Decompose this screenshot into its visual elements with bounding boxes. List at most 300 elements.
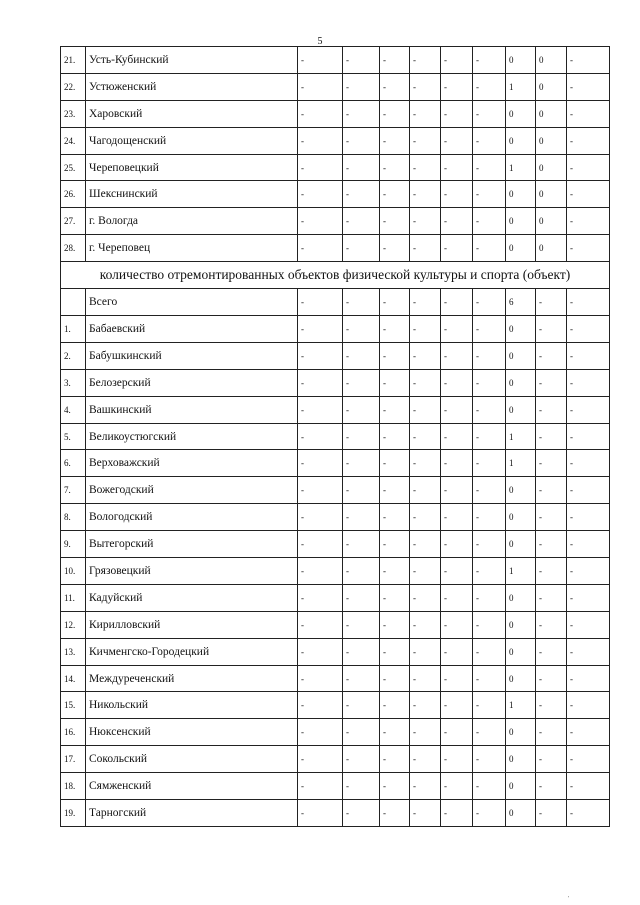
value-cell: 0 [506, 719, 536, 746]
value-cell: - [380, 665, 410, 692]
row-number: 15. [61, 692, 86, 719]
value-cell: - [410, 154, 441, 181]
value-cell: - [410, 127, 441, 154]
value-cell: - [536, 423, 567, 450]
district-name: г. Череповец [86, 235, 298, 262]
value-cell: 0 [506, 584, 536, 611]
row-number [61, 289, 86, 316]
district-name: Харовский [86, 100, 298, 127]
value-cell: - [441, 773, 473, 800]
value-cell: - [567, 584, 610, 611]
row-number: 14. [61, 665, 86, 692]
value-cell: 0 [506, 208, 536, 235]
value-cell: - [298, 611, 343, 638]
value-cell: - [536, 396, 567, 423]
value-cell: - [380, 450, 410, 477]
value-cell: - [536, 450, 567, 477]
row-number: 3. [61, 369, 86, 396]
value-cell: - [380, 235, 410, 262]
value-cell: - [298, 127, 343, 154]
value-cell: - [343, 316, 380, 343]
value-cell: - [536, 316, 567, 343]
row-number: 8. [61, 504, 86, 531]
value-cell: - [536, 800, 567, 827]
row-number: 10. [61, 558, 86, 585]
row-number: 9. [61, 531, 86, 558]
value-cell: - [567, 504, 610, 531]
value-cell: - [380, 800, 410, 827]
row-number: 11. [61, 584, 86, 611]
page-number: 5 [317, 36, 323, 47]
value-cell: - [298, 235, 343, 262]
table-row [61, 477, 610, 504]
district-name: Междуреченский [86, 665, 298, 692]
value-cell: - [380, 100, 410, 127]
value-cell: - [410, 558, 441, 585]
value-cell: - [410, 235, 441, 262]
section-header-row [61, 262, 610, 289]
value-cell: 1 [506, 692, 536, 719]
district-name: Великоустюгский [86, 423, 298, 450]
value-cell: - [473, 719, 506, 746]
value-cell: - [343, 773, 380, 800]
table-row [61, 73, 610, 100]
value-cell: - [473, 746, 506, 773]
value-cell: - [441, 342, 473, 369]
value-cell: - [473, 504, 506, 531]
value-cell: - [343, 504, 380, 531]
value-cell: - [567, 638, 610, 665]
table-row [61, 127, 610, 154]
row-number: 1. [61, 316, 86, 343]
value-cell: - [410, 504, 441, 531]
table-row [61, 800, 610, 827]
value-cell: - [410, 800, 441, 827]
value-cell: - [410, 692, 441, 719]
value-cell: - [343, 611, 380, 638]
value-cell: - [567, 289, 610, 316]
district-name: Череповецкий [86, 154, 298, 181]
value-cell: - [410, 477, 441, 504]
value-cell: - [343, 800, 380, 827]
value-cell: - [298, 800, 343, 827]
value-cell: - [410, 208, 441, 235]
value-cell: - [473, 208, 506, 235]
value-cell: - [410, 665, 441, 692]
value-cell: - [473, 800, 506, 827]
value-cell: 0 [536, 154, 567, 181]
district-name: Верховажский [86, 450, 298, 477]
district-name: Сямженский [86, 773, 298, 800]
table-row [61, 396, 610, 423]
value-cell: - [441, 611, 473, 638]
value-cell: - [410, 611, 441, 638]
value-cell: - [410, 369, 441, 396]
district-data-table [60, 46, 610, 827]
row-number: 18. [61, 773, 86, 800]
value-cell: - [473, 396, 506, 423]
value-cell: - [380, 584, 410, 611]
value-cell: - [567, 665, 610, 692]
value-cell: - [410, 638, 441, 665]
value-cell: - [567, 208, 610, 235]
value-cell: - [343, 665, 380, 692]
value-cell: - [567, 558, 610, 585]
value-cell: - [567, 719, 610, 746]
value-cell: - [441, 665, 473, 692]
value-cell: - [298, 584, 343, 611]
value-cell: - [473, 584, 506, 611]
value-cell: - [410, 73, 441, 100]
value-cell: - [441, 531, 473, 558]
value-cell: - [473, 450, 506, 477]
value-cell: - [380, 773, 410, 800]
value-cell: - [343, 208, 380, 235]
value-cell: - [410, 450, 441, 477]
value-cell: - [473, 611, 506, 638]
table-row [61, 504, 610, 531]
value-cell: - [298, 154, 343, 181]
value-cell: - [536, 665, 567, 692]
row-number: 5. [61, 423, 86, 450]
value-cell: 0 [506, 316, 536, 343]
row-number: 2. [61, 342, 86, 369]
value-cell: - [441, 369, 473, 396]
value-cell: - [380, 477, 410, 504]
value-cell: - [473, 638, 506, 665]
value-cell: 0 [506, 342, 536, 369]
value-cell: - [536, 719, 567, 746]
section-title: количество отремонтированных объектов физической культуры и спорта (объект) [61, 262, 610, 289]
value-cell: - [567, 531, 610, 558]
value-cell: - [441, 504, 473, 531]
district-name: Вытегорский [86, 531, 298, 558]
value-cell: 0 [506, 47, 536, 74]
row-number: 6. [61, 450, 86, 477]
district-name: Сокольский [86, 746, 298, 773]
value-cell: - [567, 773, 610, 800]
value-cell: - [410, 531, 441, 558]
value-cell: - [441, 396, 473, 423]
value-cell: - [343, 154, 380, 181]
table-row [61, 531, 610, 558]
table-row [61, 773, 610, 800]
value-cell: - [298, 342, 343, 369]
value-cell: 6 [506, 289, 536, 316]
value-cell: - [441, 719, 473, 746]
value-cell: - [343, 100, 380, 127]
row-number: 19. [61, 800, 86, 827]
value-cell: - [441, 127, 473, 154]
value-cell: - [536, 369, 567, 396]
value-cell: - [410, 47, 441, 74]
value-cell: - [441, 423, 473, 450]
value-cell: - [410, 316, 441, 343]
value-cell: - [343, 396, 380, 423]
value-cell: - [536, 611, 567, 638]
table-row [61, 100, 610, 127]
row-number: 22. [61, 73, 86, 100]
value-cell: - [473, 181, 506, 208]
value-cell: - [567, 800, 610, 827]
value-cell: - [380, 369, 410, 396]
value-cell: - [536, 531, 567, 558]
table-row [61, 181, 610, 208]
value-cell: - [298, 423, 343, 450]
value-cell: 0 [506, 477, 536, 504]
value-cell: - [380, 558, 410, 585]
value-cell: - [567, 477, 610, 504]
value-cell: 0 [536, 73, 567, 100]
value-cell: 0 [506, 611, 536, 638]
value-cell: - [410, 746, 441, 773]
value-cell: - [380, 719, 410, 746]
value-cell: - [298, 504, 343, 531]
value-cell: - [298, 396, 343, 423]
value-cell: - [380, 342, 410, 369]
value-cell: - [567, 369, 610, 396]
table-row [61, 423, 610, 450]
value-cell: - [441, 638, 473, 665]
district-name: Вожегодский [86, 477, 298, 504]
value-cell: - [380, 611, 410, 638]
value-cell: - [343, 719, 380, 746]
value-cell: - [473, 477, 506, 504]
value-cell: 1 [506, 154, 536, 181]
value-cell: - [298, 208, 343, 235]
value-cell: - [536, 746, 567, 773]
district-name: Грязовецкий [86, 558, 298, 585]
value-cell: - [380, 47, 410, 74]
value-cell: 1 [506, 73, 536, 100]
value-cell: - [441, 47, 473, 74]
value-cell: - [380, 423, 410, 450]
section-header-group [61, 262, 610, 289]
value-cell: - [380, 154, 410, 181]
value-cell: - [473, 423, 506, 450]
table-row [61, 692, 610, 719]
district-name: Кичменгско-Городецкий [86, 638, 298, 665]
value-cell: 0 [506, 181, 536, 208]
value-cell: - [298, 531, 343, 558]
row-number: 21. [61, 47, 86, 74]
value-cell: - [441, 800, 473, 827]
value-cell: - [343, 477, 380, 504]
value-cell: - [567, 100, 610, 127]
district-name: Кирилловский [86, 611, 298, 638]
value-cell: - [343, 369, 380, 396]
row-number: 28. [61, 235, 86, 262]
value-cell: - [567, 47, 610, 74]
district-name: Устюженский [86, 73, 298, 100]
value-cell: 0 [506, 746, 536, 773]
value-cell: - [441, 746, 473, 773]
value-cell: - [567, 746, 610, 773]
value-cell: - [410, 719, 441, 746]
value-cell: - [473, 692, 506, 719]
value-cell: 0 [536, 47, 567, 74]
value-cell: - [298, 289, 343, 316]
value-cell: - [473, 127, 506, 154]
value-cell: - [343, 450, 380, 477]
value-cell: - [343, 181, 380, 208]
district-name: Бабаевский [86, 316, 298, 343]
row-number: 26. [61, 181, 86, 208]
value-cell: 0 [506, 665, 536, 692]
value-cell: - [380, 504, 410, 531]
district-name: г. Вологда [86, 208, 298, 235]
table-row [61, 369, 610, 396]
value-cell: - [441, 558, 473, 585]
value-cell: - [380, 692, 410, 719]
value-cell: - [380, 289, 410, 316]
value-cell: - [410, 100, 441, 127]
table-row [61, 584, 610, 611]
table-row [61, 558, 610, 585]
district-name: Белозерский [86, 369, 298, 396]
value-cell: 0 [536, 127, 567, 154]
value-cell: - [410, 342, 441, 369]
table-row [61, 611, 610, 638]
row-number: 12. [61, 611, 86, 638]
row-number: 24. [61, 127, 86, 154]
value-cell: - [380, 127, 410, 154]
value-cell: - [536, 692, 567, 719]
value-cell: - [567, 692, 610, 719]
value-cell: - [441, 289, 473, 316]
district-name: Тарногский [86, 800, 298, 827]
value-cell: - [536, 558, 567, 585]
value-cell: - [567, 154, 610, 181]
value-cell: - [536, 342, 567, 369]
value-cell: - [473, 342, 506, 369]
district-name: Никольский [86, 692, 298, 719]
value-cell: - [343, 584, 380, 611]
row-number: 16. [61, 719, 86, 746]
corner-mark: ' [568, 896, 570, 902]
value-cell: - [473, 558, 506, 585]
value-cell: 0 [536, 100, 567, 127]
table-row [61, 154, 610, 181]
value-cell: - [536, 584, 567, 611]
value-cell: - [473, 47, 506, 74]
value-cell: - [441, 181, 473, 208]
row-number: 7. [61, 477, 86, 504]
value-cell: - [380, 181, 410, 208]
value-cell: - [567, 235, 610, 262]
table-body-top [61, 47, 610, 262]
value-cell: - [410, 396, 441, 423]
table-row [61, 450, 610, 477]
value-cell: - [298, 719, 343, 746]
value-cell: - [473, 773, 506, 800]
value-cell: - [567, 342, 610, 369]
value-cell: - [343, 692, 380, 719]
value-cell: - [410, 181, 441, 208]
value-cell: - [343, 289, 380, 316]
table-row [61, 665, 610, 692]
table-body-bottom [61, 289, 610, 827]
value-cell: - [473, 235, 506, 262]
value-cell: - [567, 423, 610, 450]
value-cell: - [441, 477, 473, 504]
table-row [61, 208, 610, 235]
value-cell: - [343, 558, 380, 585]
value-cell: 0 [506, 369, 536, 396]
value-cell: 0 [506, 100, 536, 127]
value-cell: 0 [536, 181, 567, 208]
district-name: Усть-Кубинский [86, 47, 298, 74]
value-cell: - [380, 746, 410, 773]
value-cell: - [473, 154, 506, 181]
value-cell: - [380, 396, 410, 423]
value-cell: - [410, 423, 441, 450]
value-cell: - [441, 584, 473, 611]
value-cell: - [410, 584, 441, 611]
value-cell: - [473, 665, 506, 692]
value-cell: - [441, 100, 473, 127]
district-name: Бабушкинский [86, 342, 298, 369]
district-name: Нюксенский [86, 719, 298, 746]
value-cell: - [343, 531, 380, 558]
value-cell: - [298, 665, 343, 692]
row-number: 27. [61, 208, 86, 235]
district-name: Вологодский [86, 504, 298, 531]
district-name: Вашкинский [86, 396, 298, 423]
value-cell: - [567, 316, 610, 343]
value-cell: 1 [506, 450, 536, 477]
value-cell: 0 [506, 235, 536, 262]
district-name: Чагодощенский [86, 127, 298, 154]
value-cell: - [441, 316, 473, 343]
value-cell: - [343, 47, 380, 74]
table-row [61, 235, 610, 262]
value-cell: 0 [506, 396, 536, 423]
value-cell: - [567, 396, 610, 423]
value-cell: - [473, 369, 506, 396]
value-cell: - [536, 477, 567, 504]
value-cell: 0 [506, 531, 536, 558]
value-cell: - [298, 369, 343, 396]
value-cell: - [473, 316, 506, 343]
value-cell: - [298, 100, 343, 127]
value-cell: - [536, 773, 567, 800]
table-row [61, 719, 610, 746]
value-cell: - [473, 531, 506, 558]
value-cell: - [298, 477, 343, 504]
value-cell: 0 [506, 800, 536, 827]
value-cell: - [343, 73, 380, 100]
value-cell: - [343, 235, 380, 262]
value-cell: - [380, 208, 410, 235]
value-cell: - [298, 746, 343, 773]
value-cell: - [536, 504, 567, 531]
value-cell: - [536, 289, 567, 316]
row-number: 17. [61, 746, 86, 773]
value-cell: - [298, 558, 343, 585]
table-row [61, 342, 610, 369]
value-cell: - [343, 423, 380, 450]
row-number: 23. [61, 100, 86, 127]
value-cell: - [380, 531, 410, 558]
table-row [61, 316, 610, 343]
value-cell: 0 [506, 773, 536, 800]
value-cell: - [441, 235, 473, 262]
value-cell: - [441, 692, 473, 719]
value-cell: - [380, 638, 410, 665]
value-cell: - [441, 208, 473, 235]
value-cell: - [473, 289, 506, 316]
